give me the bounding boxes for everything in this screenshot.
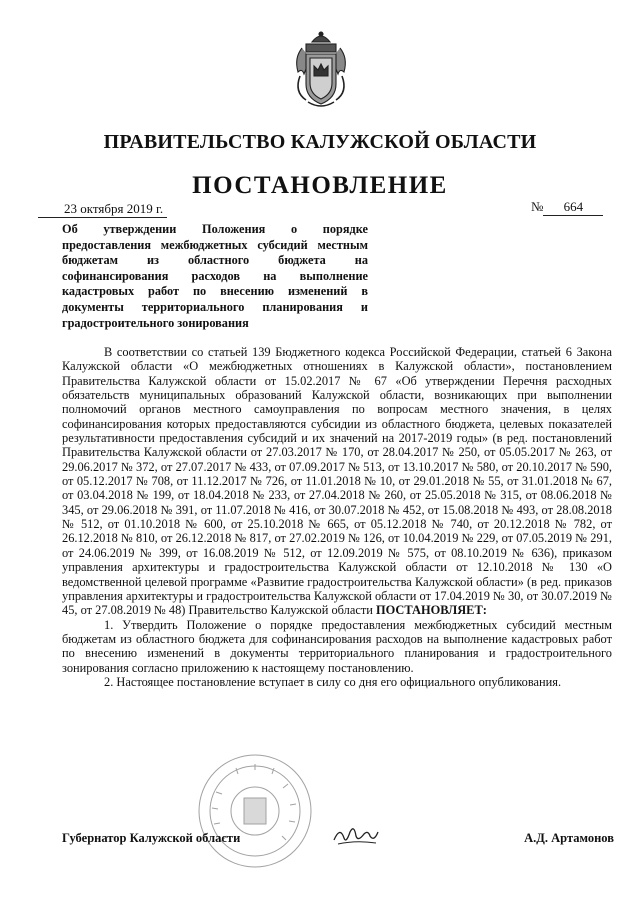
preamble-paragraph <box>62 345 612 618</box>
document-subject: Об утверждении Положения о порядке предоставления межбюджетных субсидий местным бюджетам из областного бюджета на софинансирования расходов на выполнение кадастровых работ по внесению изменений в документы территориального планирования и градостроительного зонирования <box>62 222 368 330</box>
document-body <box>62 345 612 689</box>
decree-word: ПОСТАНОВЛЯЕТ: <box>375 603 487 618</box>
document-number: 664 <box>543 199 603 216</box>
signatory-name: А.Д. Артамонов <box>524 831 614 845</box>
seal-stamp-icon <box>196 752 314 870</box>
clause-1: 1. Утвердить Положение о порядке предоставления межбюджетных субсидий местным бюджетам из областного бюджета для софинансирования расходов на выполнение кадастровых работ по внесению изменений в документы территориального планирования и градостроительного зонирования согласно приложению к настоящему постановлению. <box>62 617 612 675</box>
signatory-title: Губернатор Калужской области <box>62 831 241 845</box>
document-date: 23 октября 2019 г. <box>38 201 167 218</box>
preamble-text: В соответствии со статьей 139 Бюджетного кодекса Российской Федерации, статьей 6 Закона Калужской области «О межбюджетных отношениях в Калужской области», постановлением Правительства Калужской области от 15.02.2017 № 67 «Об утверждении Перечня расходных обязательств муниципальных образований Калужской области, возникающих при выполнении полномочий органов местного самоуправления по вопросам местного значения, в целях софинансирования которых предоставляются субсидии из областного бюджета, целевых показателей результативности предоставления субсидий и их значений на 2017-2019 годы» (в ред. постановлений Правительства Калужской области от 27.03.2017 № 170, от 28.04.2017 № 250, от 05.05.2017 № 263, от 29.06.2017 № 372, от 27.07.2017 № 433, от 07.09.2017 № 513, от 13.10.2017 № 580, от 20.10.2017 № 590, от 05.12.2017 № 708, от 11.12.2017 № 726, от 11.01.2018 № 10, от 29.01.2018 № 55, от 31.01.2018 № 67, от 03.04.2018 № 199, от 18.04.2018 № 233, от 27.04.2018 № 260, от 25.05.2018 № 315, от 08.06.2018 № 345, от 29.06.2018 № 391, от 11.07.2018 № 416, от 30.07.2018 № 452, от 15.08.2018 № 493, от 28.08.2018 № 512, от 01.10.2018 № 600, от 25.10.2018 № 665, от 05.12.2018 № 740, от 20.12.2018 № 782, от 26.12.2018 № 810, от 26.12.2018 № 817, от 27.02.2019 № 126, от 10.04.2019 № 229, от 07.05.2019 № 291, от 24.06.2019 № 399, от 16.08.2019 № 512, от 12.09.2019 № 575, от 08.10.2019 № 636), приказом управления архитектуры и градостроительства Калужской области от 12.10.2018 № 130 «О ведомственной целевой программе «Развитие градостроительства Калужской области» (в ред. приказов управления архитектуры и градостроительства Калужской области от 17.04.2019 № 30, от 30.07.2019 № 45, от 27.08.2019 № 48) Правительство Калужской области <box>62 345 612 618</box>
document-number-block <box>531 199 603 216</box>
clause-2: 2. Настоящее постановление вступает в силу со дня его официального опубликования. <box>104 674 562 689</box>
number-label: № <box>531 199 544 214</box>
coat-of-arms-icon <box>288 28 354 110</box>
handwritten-signature-icon <box>330 822 382 848</box>
government-name: ПРАВИТЕЛЬСТВО КАЛУЖСКОЙ ОБЛАСТИ <box>103 131 537 153</box>
document-type: ПОСТАНОВЛЕНИЕ <box>192 172 448 199</box>
